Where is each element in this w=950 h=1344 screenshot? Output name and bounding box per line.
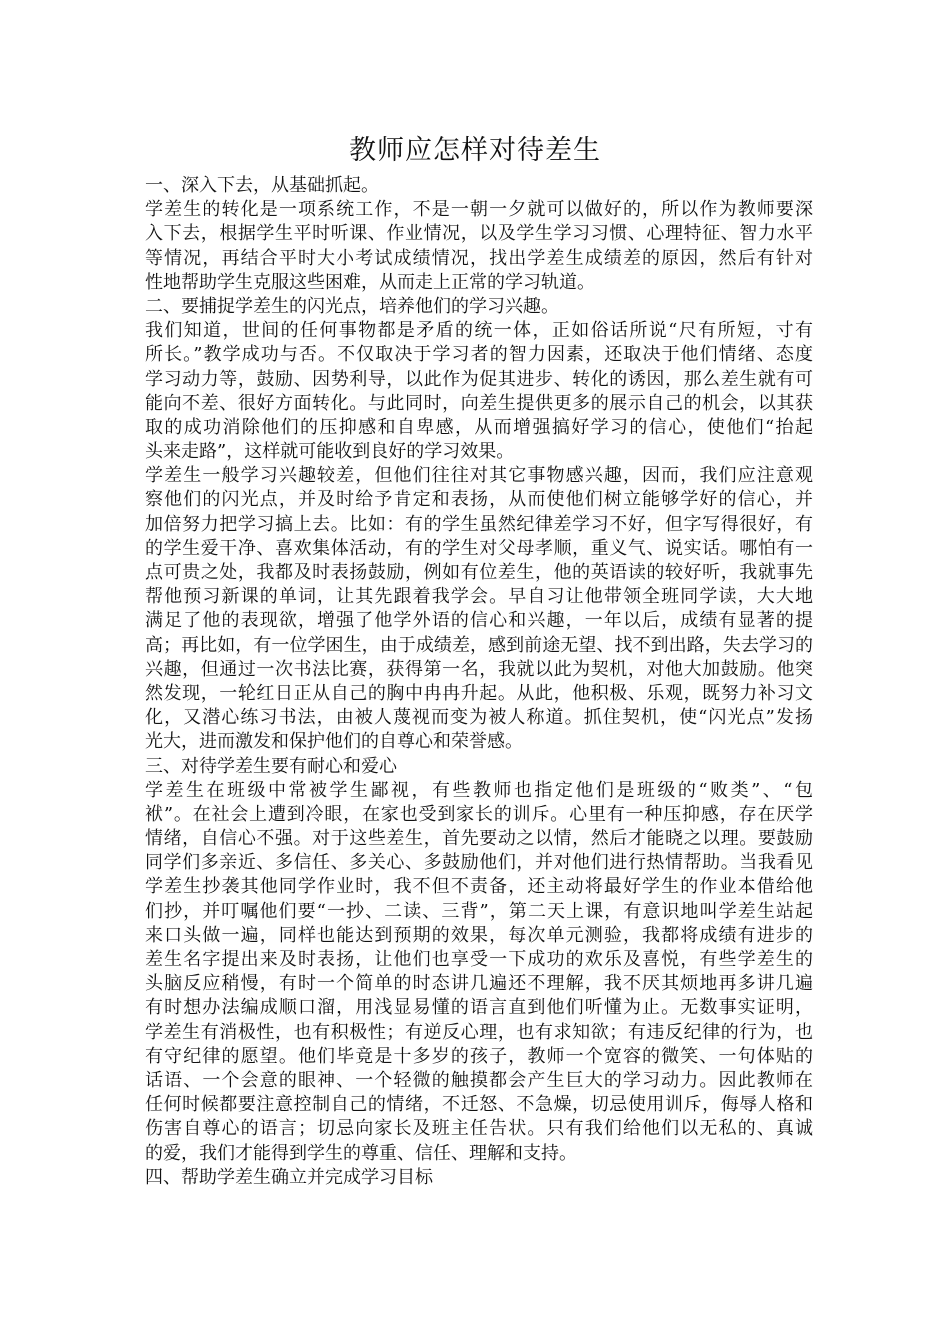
paragraph-line: 察他们的闪光点，并及时给予肯定和表扬，从而使他们树立能够学好的信心，并 xyxy=(145,489,813,511)
paragraph-line: 性地帮助学生克服这些困难，从而走上正常的学习轨道。 xyxy=(145,271,595,293)
paragraph-line: 话语、一个会意的眼神、一个轻微的触摸都会产生巨大的学习动力。因此教师在 xyxy=(145,1069,813,1091)
paragraph-line: 满足了他的表现欲，增强了他学外语的信心和兴趣，一年以后，成绩有显著的提 xyxy=(145,610,813,632)
paragraph-line: 然发现，一轮红日正从自己的胸中冉冉升起。从此，他积极、乐观，既努力补习文 xyxy=(145,682,813,704)
paragraph-line: 兴趣，但通过一次书法比赛，获得第一名，我就以此为契机，对他大加鼓励。他突 xyxy=(145,658,813,680)
document-title: 教师应怎样对待差生 xyxy=(349,135,601,166)
paragraph-line: 伤害自尊心的语言；切忌向家长及班主任告状。只有我们给他们以无私的、真诚 xyxy=(145,1118,813,1140)
paragraph-line: 头脑反应稍慢，有时一个简单的时态讲几遍还不理解，我不厌其烦地再多讲几遍 xyxy=(145,973,813,995)
paragraph-line: 入下去，根据学生平时听课、作业情况，以及学生学习习惯、心理特征、智力水平 xyxy=(145,223,813,245)
paragraph-line: 学习动力等，鼓励、因势利导，以此作为促其进步、转化的诱因，那么差生就有可 xyxy=(145,368,813,390)
paragraph-line: 的爱，我们才能得到学生的尊重、信任、理解和支持。 xyxy=(145,1142,577,1164)
paragraph-line: 有时想办法编成顺口溜，用浅显易懂的语言直到他们听懂为止。无数事实证明， xyxy=(145,997,813,1019)
paragraph-line: 我们知道，世间的任何事物都是矛盾的统一体，正如俗话所说“尺有所短，寸有 xyxy=(145,320,813,342)
paragraph-line: 学差生的转化是一项系统工作，不是一朝一夕就可以做好的，所以作为教师要深 xyxy=(145,199,813,221)
document-body xyxy=(145,174,813,1190)
paragraph-line: 所长。”教学成功与否。不仅取决于学习者的智力因素，还取决于他们情绪、态度 xyxy=(145,344,813,366)
paragraph-line: 帮他预习新课的单词，让其先跟着我学会。早自习让他带领全班同学读，大大地 xyxy=(145,586,813,608)
paragraph-line: 有守纪律的愿望。他们毕竟是十多岁的孩子，教师一个宽容的微笑、一句体贴的 xyxy=(145,1045,813,1067)
paragraph-line: 学差生一般学习兴趣较差，但他们往往对其它事物感兴趣，因而，我们应注意观 xyxy=(145,465,813,487)
paragraph-line: 袱”。在社会上遭到冷眼，在家也受到家长的训斥。心里有一种压抑感，存在厌学 xyxy=(145,803,813,825)
section-heading: 三、对待学差生要有耐心和爱心 xyxy=(145,755,397,777)
paragraph-line: 学差生抄袭其他同学作业时，我不但不责备，还主动将最好学生的作业本借给他 xyxy=(145,876,813,898)
paragraph-line: 能向不差、很好方面转化。与此同时，向差生提供更多的展示自己的机会，以其获 xyxy=(145,392,813,414)
paragraph-line: 头来走路”，这样就可能收到良好的学习效果。 xyxy=(145,441,515,463)
paragraph-line: 们抄，并叮嘱他们要“一抄、二读、三背”，第二天上课，有意识地叫学差生站起 xyxy=(145,900,813,922)
paragraph-line: 同学们多亲近、多信任、多关心、多鼓励他们，并对他们进行热情帮助。当我看见 xyxy=(145,852,813,874)
paragraph-line: 情绪，自信心不强。对于这些差生，首先要动之以情，然后才能晓之以理。要鼓励 xyxy=(145,828,813,850)
paragraph-line: 取的成功消除他们的压抑感和自卑感，从而增强搞好学习的信心，使他们“抬起 xyxy=(145,416,813,438)
paragraph-line: 差生名字提出来及时表扬，让他们也享受一下成功的欢乐及喜悦，有些学差生的 xyxy=(145,949,813,970)
section-heading: 二、要捕捉学差生的闪光点，培养他们的学习兴趣。 xyxy=(145,295,559,317)
section-heading: 一、深入下去，从基础抓起。 xyxy=(145,175,379,196)
section-heading: 四、帮助学差生确立并完成学习目标 xyxy=(145,1166,433,1188)
paragraph-line: 高；再比如，有一位学困生，由于成绩差，感到前途无望、找不到出路，失去学习的 xyxy=(145,634,813,656)
paragraph-line: 点可贵之处，我都及时表扬鼓励，例如有位差生，他的英语读的较好听，我就事先 xyxy=(145,562,813,583)
paragraph-line: 等情况，再结合平时大小考试成绩情况，找出学差生成绩差的原因，然后有针对 xyxy=(145,247,813,269)
paragraph-line: 任何时候都要注意控制自己的情绪，不迁怒、不急燥，切忌使用训斥，侮辱人格和 xyxy=(145,1094,813,1116)
paragraph-line: 的学生爱干净、喜欢集体活动，有的学生对父母孝顺，重义气、说实话。哪怕有一 xyxy=(145,537,813,559)
paragraph-line: 光大，进而激发和保护他们的自尊心和荣誉感。 xyxy=(145,731,523,753)
paragraph-line: 加倍努力把学习搞上去。比如：有的学生虽然纪律差学习不好，但字写得很好，有 xyxy=(145,513,813,535)
paragraph-line: 学差生有消极性，也有积极性；有逆反心理，也有求知欲；有违反纪律的行为，也 xyxy=(145,1021,813,1043)
paragraph-line: 来口头做一遍，同样也能达到预期的效果，每次单元测验，我都将成绩有进步的 xyxy=(145,924,813,946)
paragraph-line: 学差生在班级中常被学生鄙视，有些教师也指定他们是班级的“败类”、“包 xyxy=(145,779,813,801)
paragraph-line: 化，又潜心练习书法，由被人蔑视而变为被人称道。抓住契机，使“闪光点”发扬 xyxy=(145,707,813,729)
